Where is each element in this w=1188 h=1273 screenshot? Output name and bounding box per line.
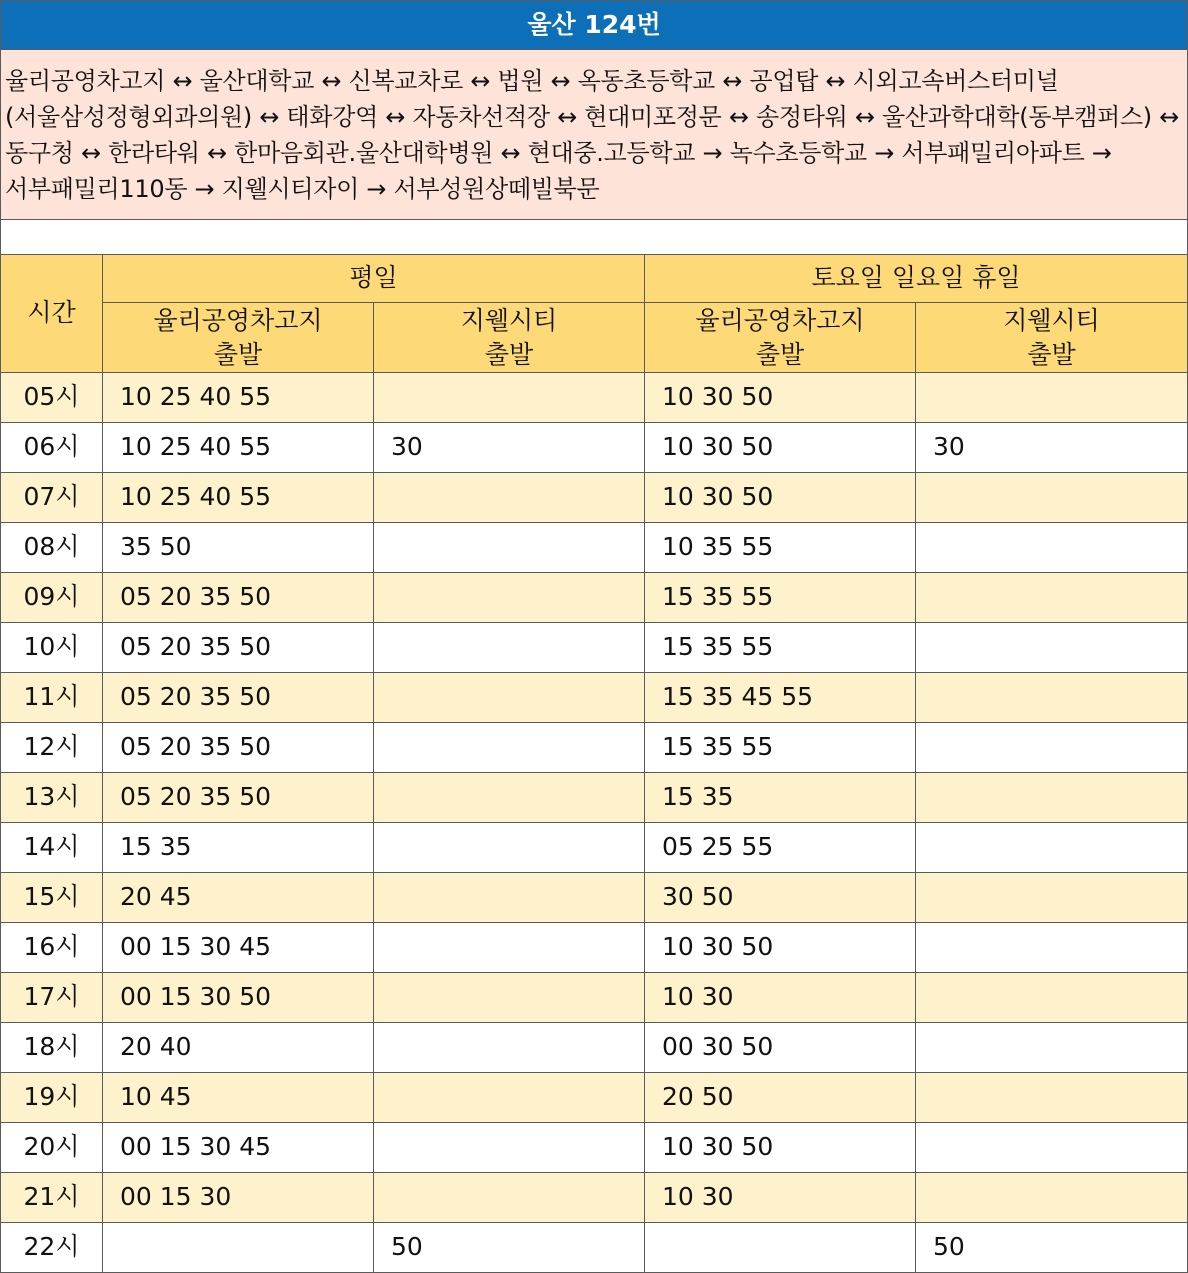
hour-cell: 06시 bbox=[1, 423, 103, 473]
weekday-yulli-departure-header bbox=[103, 303, 374, 373]
weekday-yulli-times: 05 20 35 50 bbox=[103, 573, 374, 623]
weekend-yulli-times: 10 30 50 bbox=[645, 373, 916, 423]
table-row bbox=[1, 573, 1188, 623]
weekday-jiwell-times bbox=[374, 973, 645, 1023]
direction-name: 지웰시티 bbox=[460, 305, 558, 335]
table-row bbox=[1, 1223, 1188, 1273]
weekday-jiwell-times bbox=[374, 473, 645, 523]
weekday-jiwell-times bbox=[374, 773, 645, 823]
weekday-jiwell-departure-header bbox=[374, 303, 645, 373]
weekend-jiwell-departure-header bbox=[916, 303, 1188, 373]
weekend-jiwell-times bbox=[916, 923, 1188, 973]
departure-label: 출발 bbox=[213, 339, 263, 369]
hour-cell: 14시 bbox=[1, 823, 103, 873]
weekday-jiwell-times bbox=[374, 1173, 645, 1223]
weekend-jiwell-times bbox=[916, 823, 1188, 873]
hour-cell: 15시 bbox=[1, 873, 103, 923]
spacer bbox=[1, 220, 1188, 255]
weekday-yulli-times bbox=[103, 1223, 374, 1273]
weekend-jiwell-times bbox=[916, 473, 1188, 523]
weekday-jiwell-times: 50 bbox=[374, 1223, 645, 1273]
hour-cell: 22시 bbox=[1, 1223, 103, 1273]
route-row bbox=[1, 50, 1188, 220]
weekend-yulli-times: 10 30 50 bbox=[645, 473, 916, 523]
weekend-yulli-times: 10 30 bbox=[645, 1173, 916, 1223]
weekday-yulli-times: 35 50 bbox=[103, 523, 374, 573]
weekday-yulli-times: 10 25 40 55 bbox=[103, 423, 374, 473]
table-row bbox=[1, 973, 1188, 1023]
table-row bbox=[1, 873, 1188, 923]
table-row bbox=[1, 473, 1188, 523]
weekend-jiwell-times bbox=[916, 1023, 1188, 1073]
weekday-jiwell-times bbox=[374, 1073, 645, 1123]
weekday-yulli-times: 15 35 bbox=[103, 823, 374, 873]
weekend-jiwell-times bbox=[916, 523, 1188, 573]
weekend-yulli-times: 15 35 55 bbox=[645, 623, 916, 673]
weekend-jiwell-times bbox=[916, 373, 1188, 423]
table-row bbox=[1, 773, 1188, 823]
departure-label: 출발 bbox=[1027, 339, 1076, 369]
table-row bbox=[1, 673, 1188, 723]
weekend-yulli-times: 15 35 55 bbox=[645, 723, 916, 773]
weekday-jiwell-times bbox=[374, 373, 645, 423]
direction-name: 율리공영차고지 bbox=[153, 305, 323, 335]
weekend-yulli-times: 10 30 50 bbox=[645, 923, 916, 973]
table-row bbox=[1, 723, 1188, 773]
time-column-header: 시간 bbox=[1, 255, 103, 373]
weekend-jiwell-times bbox=[916, 873, 1188, 923]
weekday-jiwell-times bbox=[374, 723, 645, 773]
weekend-yulli-times: 10 30 bbox=[645, 973, 916, 1023]
weekday-yulli-times: 00 15 30 bbox=[103, 1173, 374, 1223]
hour-cell: 10시 bbox=[1, 623, 103, 673]
header-row-days bbox=[1, 255, 1188, 303]
weekend-jiwell-times bbox=[916, 723, 1188, 773]
hour-cell: 18시 bbox=[1, 1023, 103, 1073]
weekday-yulli-times: 00 15 30 50 bbox=[103, 973, 374, 1023]
table-row bbox=[1, 1023, 1188, 1073]
table-row bbox=[1, 823, 1188, 873]
weekday-jiwell-times bbox=[374, 1023, 645, 1073]
header-row-direction bbox=[1, 303, 1188, 373]
weekend-yulli-times: 20 50 bbox=[645, 1073, 916, 1123]
weekend-yulli-times: 15 35 55 bbox=[645, 573, 916, 623]
weekday-jiwell-times bbox=[374, 673, 645, 723]
departure-label: 출발 bbox=[755, 339, 805, 369]
weekend-yulli-times: 15 35 45 55 bbox=[645, 673, 916, 723]
table-row bbox=[1, 423, 1188, 473]
weekend-jiwell-times bbox=[916, 973, 1188, 1023]
weekday-yulli-times: 10 45 bbox=[103, 1073, 374, 1123]
table-row bbox=[1, 623, 1188, 673]
weekday-jiwell-times bbox=[374, 873, 645, 923]
weekend-yulli-times: 10 30 50 bbox=[645, 423, 916, 473]
hour-cell: 09시 bbox=[1, 573, 103, 623]
weekend-jiwell-times bbox=[916, 1073, 1188, 1123]
page-title: 울산 124번 bbox=[1, 1, 1188, 50]
table-row bbox=[1, 1123, 1188, 1173]
hour-cell: 07시 bbox=[1, 473, 103, 523]
weekend-jiwell-times bbox=[916, 1123, 1188, 1173]
hour-cell: 21시 bbox=[1, 1173, 103, 1223]
hour-cell: 05시 bbox=[1, 373, 103, 423]
weekend-jiwell-times: 50 bbox=[916, 1223, 1188, 1273]
weekday-jiwell-times bbox=[374, 923, 645, 973]
departure-label: 출발 bbox=[484, 339, 534, 369]
table-row bbox=[1, 1073, 1188, 1123]
direction-name: 율리공영차고지 bbox=[695, 305, 865, 335]
weekend-yulli-departure-header bbox=[645, 303, 916, 373]
weekend-jiwell-times bbox=[916, 673, 1188, 723]
spacer-row bbox=[1, 220, 1188, 255]
weekend-jiwell-times bbox=[916, 573, 1188, 623]
weekday-jiwell-times bbox=[374, 823, 645, 873]
weekday-header: 평일 bbox=[103, 255, 645, 303]
weekday-yulli-times: 20 45 bbox=[103, 873, 374, 923]
weekday-yulli-times: 00 15 30 45 bbox=[103, 1123, 374, 1173]
weekday-yulli-times: 00 15 30 45 bbox=[103, 923, 374, 973]
table-row bbox=[1, 1173, 1188, 1223]
weekday-yulli-times: 05 20 35 50 bbox=[103, 723, 374, 773]
weekday-yulli-times: 20 40 bbox=[103, 1023, 374, 1073]
hour-cell: 12시 bbox=[1, 723, 103, 773]
weekday-jiwell-times: 30 bbox=[374, 423, 645, 473]
hour-cell: 11시 bbox=[1, 673, 103, 723]
weekend-yulli-times: 30 50 bbox=[645, 873, 916, 923]
hour-cell: 13시 bbox=[1, 773, 103, 823]
weekday-jiwell-times bbox=[374, 623, 645, 673]
weekday-yulli-times: 05 20 35 50 bbox=[103, 623, 374, 673]
weekend-jiwell-times: 30 bbox=[916, 423, 1188, 473]
weekday-jiwell-times bbox=[374, 1123, 645, 1173]
weekday-yulli-times: 05 20 35 50 bbox=[103, 673, 374, 723]
table-row bbox=[1, 923, 1188, 973]
table-row bbox=[1, 523, 1188, 573]
weekend-jiwell-times bbox=[916, 623, 1188, 673]
hour-cell: 16시 bbox=[1, 923, 103, 973]
weekend-yulli-times: 15 35 bbox=[645, 773, 916, 823]
weekend-yulli-times: 05 25 55 bbox=[645, 823, 916, 873]
weekend-yulli-times: 10 35 55 bbox=[645, 523, 916, 573]
hour-cell: 17시 bbox=[1, 973, 103, 1023]
weekend-yulli-times bbox=[645, 1223, 916, 1273]
weekend-jiwell-times bbox=[916, 773, 1188, 823]
direction-name: 지웰시티 bbox=[1003, 305, 1100, 335]
weekday-yulli-times: 05 20 35 50 bbox=[103, 773, 374, 823]
hour-cell: 20시 bbox=[1, 1123, 103, 1173]
table-row bbox=[1, 373, 1188, 423]
weekend-jiwell-times bbox=[916, 1173, 1188, 1223]
weekday-yulli-times: 10 25 40 55 bbox=[103, 373, 374, 423]
weekend-yulli-times: 00 30 50 bbox=[645, 1023, 916, 1073]
weekend-header: 토요일 일요일 휴일 bbox=[645, 255, 1188, 303]
weekday-jiwell-times bbox=[374, 523, 645, 573]
weekday-jiwell-times bbox=[374, 573, 645, 623]
title-row bbox=[1, 1, 1188, 50]
route-description: 율리공영차고지 ↔ 울산대학교 ↔ 신복교차로 ↔ 법원 ↔ 옥동초등학교 ↔ 공업탑 ↔ 시외고속버스터미널(서울삼성정형외과의원) ↔ 태화강역 ↔ 자동차선적장 ↔ 현대미포정문 ↔ 송정타워 ↔ 울산과학대학(동부캠퍼스) ↔ 동구청 ↔ 한라타워 ↔ 한마음회관.울산대학병원 ↔ 현대중.고등학교 → 녹수초등학교 → 서부패밀리아파트 → 서부패밀리110동 → 지웰시티자이 → 서부성원상떼빌북문 bbox=[1, 50, 1188, 220]
weekday-yulli-times: 10 25 40 55 bbox=[103, 473, 374, 523]
hour-cell: 08시 bbox=[1, 523, 103, 573]
weekend-yulli-times: 10 30 50 bbox=[645, 1123, 916, 1173]
hour-cell: 19시 bbox=[1, 1073, 103, 1123]
